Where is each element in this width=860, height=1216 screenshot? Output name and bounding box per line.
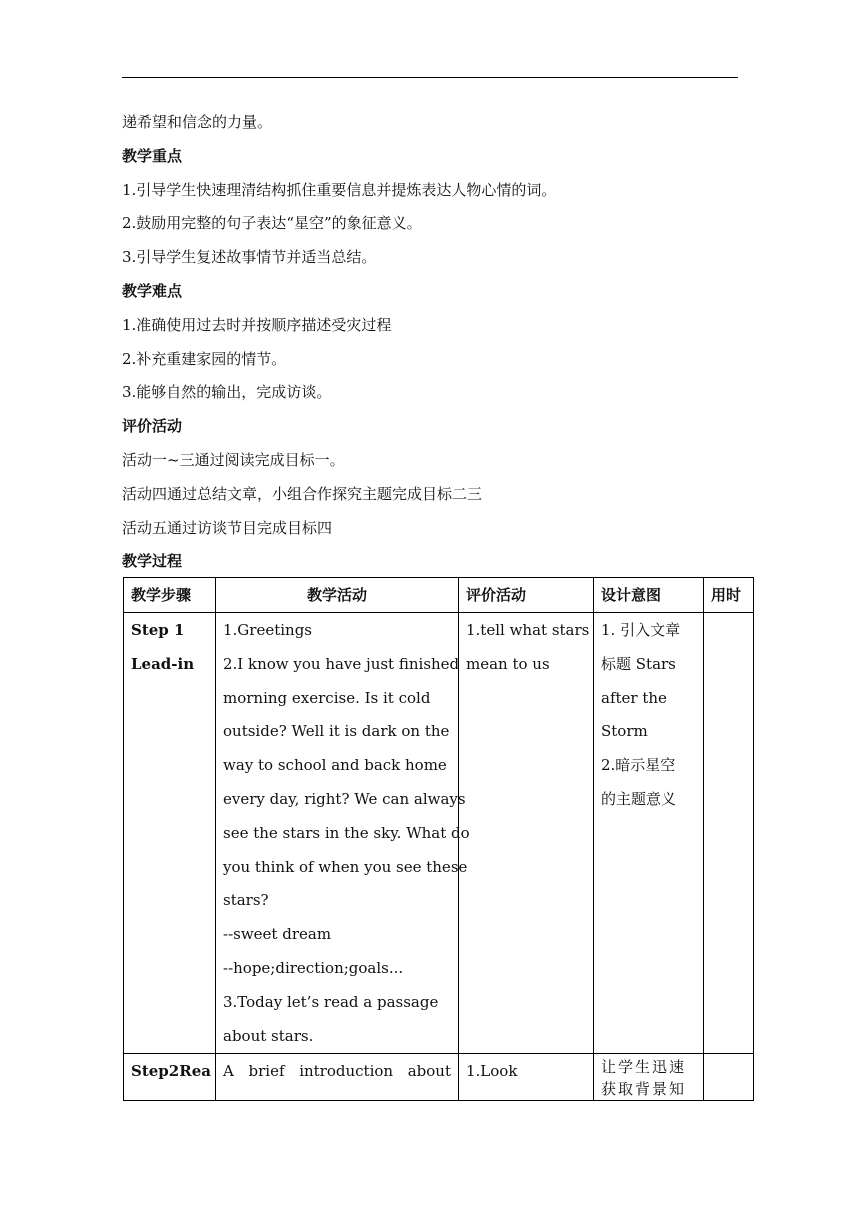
activity-line: 1.Greetings (223, 621, 313, 639)
activity-line: 3.Today let’s read a passage (223, 992, 439, 1011)
paragraph-line: 3.引导学生复述故事情节并适当总结。 (122, 248, 377, 267)
intent-line: 标题 Stars (601, 654, 676, 673)
activity-cell (216, 1054, 459, 1101)
paragraph-line: 1.准确使用过去时并按顺序描述受灾过程 (122, 315, 392, 334)
activity-line: you think of when you see these (223, 857, 468, 876)
header-intent: 设计意图 (594, 578, 704, 613)
paragraph-line: 活动四通过总结文章，小组合作探究主题完成目标二三 (122, 484, 483, 503)
intent-line: 的主题意义 (601, 789, 677, 808)
paragraph-line: 3.能够自然的输出，完成访谈。 (122, 383, 332, 402)
activity-line: every day, right? We can always (223, 789, 466, 808)
table-header-row (124, 578, 754, 613)
header-evaluation: 评价活动 (459, 578, 594, 613)
activity-line: morning exercise. Is it cold (223, 688, 431, 707)
section-heading: 教学难点 (122, 282, 183, 300)
step-line: Lead-in (131, 654, 195, 673)
activity-line: 2.I know you have just finished (223, 654, 460, 673)
evaluation-cell (459, 613, 594, 1054)
activity-word: brief (248, 1062, 285, 1081)
intent-line: 让学生迅速 (601, 1058, 687, 1077)
step-lines (131, 613, 208, 682)
evaluation-line: 1.tell what stars (466, 621, 590, 639)
activity-lines (223, 613, 470, 1053)
intent-line: 获取背景知 (601, 1080, 687, 1099)
evaluation-text: 1.Look (466, 1062, 518, 1081)
section-heading: 教学过程 (122, 552, 183, 571)
activity-word: about (407, 1062, 451, 1081)
paragraph-line: 2.鼓励用完整的句子表达“星空”的象征意义。 (122, 214, 422, 233)
lesson-table (123, 577, 754, 1101)
intent-line: after the (601, 688, 667, 707)
time-cell (704, 613, 754, 1054)
step-cell (124, 613, 216, 1054)
activity-word: introduction (299, 1062, 394, 1081)
header-activity: 教学活动 (216, 578, 459, 613)
step-line: Step 1 (131, 621, 185, 639)
activity-line: stars? (223, 891, 269, 910)
header-step: 教学步骤 (124, 578, 216, 613)
intent-lines (601, 613, 696, 817)
header-time: 用时 (704, 578, 754, 613)
evaluation-cell (459, 1054, 594, 1101)
activity-line: --hope;direction;goals... (223, 958, 404, 977)
intent-lines (601, 1054, 696, 1100)
activity-line: --sweet dream (223, 925, 332, 944)
table-row (124, 613, 754, 1054)
header-rule (122, 77, 738, 78)
paragraph-line: 活动五通过访谈节目完成目标四 (122, 518, 333, 537)
section-heading: 评价活动 (122, 417, 183, 436)
paragraph-line: 2.补充重建家园的情节。 (122, 349, 287, 368)
activity-line: about stars. (223, 1026, 314, 1045)
activity-line: way to school and back home (223, 756, 447, 775)
intent-line: 1. 引入文章 (601, 621, 681, 639)
intent-cell (594, 613, 704, 1054)
table-row (124, 1054, 754, 1101)
paragraph-line: 递希望和信念的力量。 (122, 113, 273, 131)
section-heading: 教学重点 (122, 146, 183, 165)
step-cell (124, 1054, 216, 1101)
intent-line: 2.暗示星空 (601, 756, 676, 775)
step-label: Step2Rea (131, 1062, 211, 1081)
activity-line: see the stars in the sky. What do (223, 823, 470, 842)
activity-line (223, 1054, 451, 1089)
evaluation-line: mean to us (466, 654, 550, 673)
activity-line: outside? Well it is dark on the (223, 722, 450, 741)
activity-word: A (223, 1062, 234, 1081)
paragraph-line: 1.引导学生快速理清结构抓住重要信息并提炼表达人物心情的词。 (122, 180, 557, 199)
time-cell (704, 1054, 754, 1101)
activity-cell (216, 613, 470, 1054)
intent-cell (594, 1054, 704, 1101)
intent-line: Storm (601, 722, 648, 741)
evaluation-lines (466, 613, 590, 682)
paragraph-line: 活动一~三通过阅读完成目标一。 (122, 451, 345, 469)
